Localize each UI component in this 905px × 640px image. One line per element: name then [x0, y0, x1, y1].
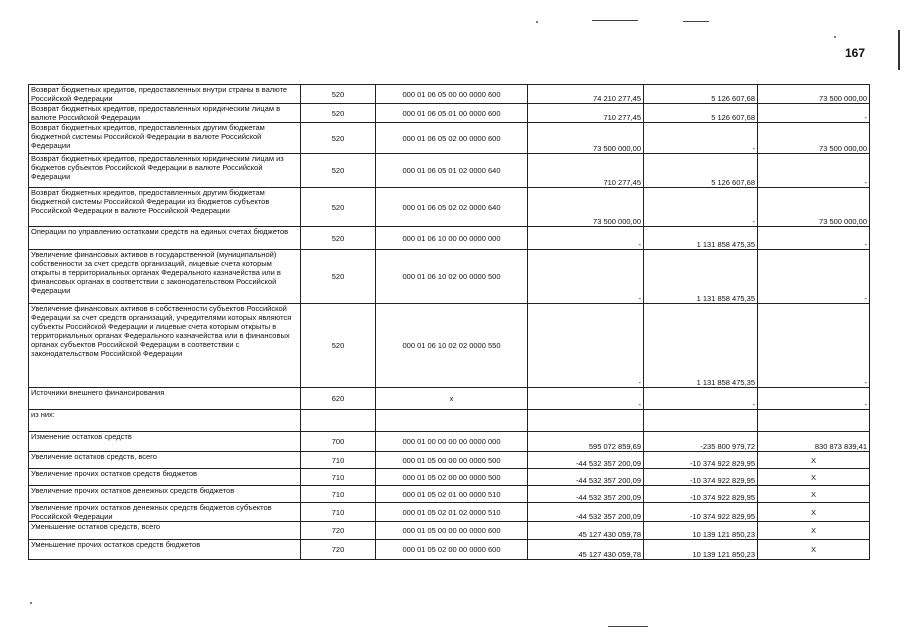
row-budget-code-cell: 000 01 06 05 00 00 0000 600: [376, 85, 528, 104]
row-approved-amount-cell: 595 072 859,69: [528, 432, 644, 452]
row-budget-code-cell: 000 01 06 05 01 02 0000 640: [376, 154, 528, 188]
scan-artifact: [834, 36, 836, 38]
row-name-cell: Уменьшение прочих остатков средств бюджетов: [29, 540, 301, 560]
table-row: [29, 452, 870, 469]
scan-artifact: [683, 21, 709, 22]
row-line-code-cell: 700: [301, 432, 376, 452]
row-line-code-cell: 520: [301, 123, 376, 154]
row-budget-code-cell: 000 01 06 05 01 00 0000 600: [376, 104, 528, 123]
scan-edge-mark: [898, 30, 900, 70]
table-row: [29, 388, 870, 410]
row-unexecuted-amount-cell: [758, 410, 870, 432]
row-budget-code-cell: 000 01 06 10 00 00 0000 000: [376, 227, 528, 250]
row-name-cell: Увеличение финансовых активов в собственности субъектов Российской Федерации за счет средств организаций, учредителями которых являются субъекты Российской Федерации и лицевые счета которым открыты в территориальных органах Федерального казначейства или в финансовых органах субъектов Российской Федерации в соответствии с законодательством Российской Федерации: [29, 304, 301, 388]
row-budget-code-cell: 000 01 06 10 02 00 0000 500: [376, 250, 528, 304]
row-executed-amount-cell: -10 374 922 829,95: [644, 486, 758, 503]
table-row: [29, 154, 870, 188]
row-line-code-cell: 710: [301, 452, 376, 469]
row-executed-amount-cell: [644, 410, 758, 432]
row-line-code-cell: [301, 410, 376, 432]
scan-artifact: [608, 626, 648, 627]
row-budget-code-cell: x: [376, 388, 528, 410]
row-name-cell: Возврат бюджетных кредитов, предоставленных юридическим лицам в валюте Российской Федерации: [29, 104, 301, 123]
row-approved-amount-cell: -: [528, 388, 644, 410]
row-line-code-cell: 520: [301, 154, 376, 188]
row-name-cell: Увеличение прочих остатков денежных средств бюджетов субъектов Российской Федерации: [29, 503, 301, 522]
table-row: [29, 85, 870, 104]
row-unexecuted-amount-cell: -: [758, 304, 870, 388]
table-row: [29, 104, 870, 123]
row-unexecuted-amount-cell: 73 500 000,00: [758, 188, 870, 227]
row-executed-amount-cell: -235 800 979,72: [644, 432, 758, 452]
page-number: 167: [844, 46, 865, 60]
row-approved-amount-cell: 45 127 430 059,78: [528, 540, 644, 560]
row-approved-amount-cell: 73 500 000,00: [528, 188, 644, 227]
table-row: [29, 188, 870, 227]
row-unexecuted-amount-cell: -: [758, 388, 870, 410]
row-budget-code-cell: 000 01 05 02 01 02 0000 510: [376, 503, 528, 522]
row-name-cell: Возврат бюджетных кредитов, предоставленных юридическим лицам из бюджетов субъектов Российской Федерации в валюте Российской Федерации: [29, 154, 301, 188]
table-row: [29, 250, 870, 304]
row-line-code-cell: 710: [301, 469, 376, 486]
row-unexecuted-amount-cell: X: [758, 503, 870, 522]
row-unexecuted-amount-cell: X: [758, 540, 870, 560]
row-line-code-cell: 520: [301, 250, 376, 304]
row-executed-amount-cell: 1 131 858 475,35: [644, 250, 758, 304]
row-approved-amount-cell: -44 532 357 200,09: [528, 469, 644, 486]
table-row: [29, 227, 870, 250]
table-row: [29, 503, 870, 522]
row-executed-amount-cell: -10 374 922 829,95: [644, 452, 758, 469]
row-line-code-cell: 710: [301, 503, 376, 522]
row-unexecuted-amount-cell: -: [758, 227, 870, 250]
row-approved-amount-cell: -: [528, 304, 644, 388]
row-executed-amount-cell: -: [644, 123, 758, 154]
row-budget-code-cell: 000 01 05 00 00 00 0000 600: [376, 522, 528, 540]
row-budget-code-cell: 000 01 06 05 02 02 0000 640: [376, 188, 528, 227]
row-executed-amount-cell: 1 131 858 475,35: [644, 304, 758, 388]
row-unexecuted-amount-cell: X: [758, 469, 870, 486]
row-name-cell: Операции по управлению остатками средств на единых счетах бюджетов: [29, 227, 301, 250]
row-line-code-cell: 520: [301, 188, 376, 227]
row-name-cell: Уменьшение остатков средств, всего: [29, 522, 301, 540]
row-budget-code-cell: 000 01 05 00 00 00 0000 500: [376, 452, 528, 469]
row-executed-amount-cell: 5 126 607,68: [644, 85, 758, 104]
row-line-code-cell: 710: [301, 486, 376, 503]
row-approved-amount-cell: 45 127 430 059,78: [528, 522, 644, 540]
row-line-code-cell: 520: [301, 227, 376, 250]
row-unexecuted-amount-cell: -: [758, 154, 870, 188]
row-name-cell: Возврат бюджетных кредитов, предоставленных другим бюджетам бюджетной системы Российской Федерации из бюджетов субъектов Российской Федерации в валюте Российской Федерации: [29, 188, 301, 227]
row-line-code-cell: 520: [301, 104, 376, 123]
row-name-cell: Увеличение финансовых активов в государственной (муниципальной) собственности за счет средств организаций, лицевые счета которым открыты в территориальных органах Федерального казначейства или в финансовых органах в соответствии с законодательством Российской Федерации: [29, 250, 301, 304]
row-name-cell: из них:: [29, 410, 301, 432]
row-name-cell: Увеличение прочих остатков денежных средств бюджетов: [29, 486, 301, 503]
row-budget-code-cell: 000 01 05 02 00 00 0000 600: [376, 540, 528, 560]
row-approved-amount-cell: 73 500 000,00: [528, 123, 644, 154]
scan-artifact: [536, 21, 538, 23]
table-row: [29, 410, 870, 432]
row-unexecuted-amount-cell: -: [758, 250, 870, 304]
table-row: [29, 522, 870, 540]
row-executed-amount-cell: 10 139 121 850,23: [644, 540, 758, 560]
row-name-cell: Возврат бюджетных кредитов, предоставленных внутри страны в валюте Российской Федерации: [29, 85, 301, 104]
row-approved-amount-cell: -: [528, 227, 644, 250]
row-executed-amount-cell: -: [644, 388, 758, 410]
row-unexecuted-amount-cell: 73 500 000,00: [758, 85, 870, 104]
row-budget-code-cell: 000 01 00 00 00 00 0000 000: [376, 432, 528, 452]
row-line-code-cell: 520: [301, 85, 376, 104]
row-name-cell: Источники внешнего финансирования: [29, 388, 301, 410]
scan-artifact: [592, 20, 638, 21]
row-unexecuted-amount-cell: X: [758, 452, 870, 469]
budget-sources-table: [28, 84, 870, 560]
row-name-cell: Увеличение прочих остатков средств бюджетов: [29, 469, 301, 486]
row-executed-amount-cell: 1 131 858 475,35: [644, 227, 758, 250]
row-approved-amount-cell: -44 532 357 200,09: [528, 503, 644, 522]
row-executed-amount-cell: 10 139 121 850,23: [644, 522, 758, 540]
scan-artifact: [30, 602, 32, 604]
row-executed-amount-cell: -10 374 922 829,95: [644, 469, 758, 486]
row-budget-code-cell: 000 01 05 02 00 00 0000 500: [376, 469, 528, 486]
row-unexecuted-amount-cell: 73 500 000,00: [758, 123, 870, 154]
row-budget-code-cell: [376, 410, 528, 432]
row-line-code-cell: 620: [301, 388, 376, 410]
row-unexecuted-amount-cell: -: [758, 104, 870, 123]
row-approved-amount-cell: -44 532 357 200,09: [528, 486, 644, 503]
table-row: [29, 123, 870, 154]
row-executed-amount-cell: -: [644, 188, 758, 227]
row-name-cell: Возврат бюджетных кредитов, предоставленных другим бюджетам бюджетной системы Российской Федерации в валюте Российской Федерации: [29, 123, 301, 154]
row-executed-amount-cell: 5 126 607,68: [644, 104, 758, 123]
row-approved-amount-cell: 710 277,45: [528, 154, 644, 188]
row-line-code-cell: 520: [301, 304, 376, 388]
table-row: [29, 540, 870, 560]
row-name-cell: Изменение остатков средств: [29, 432, 301, 452]
row-approved-amount-cell: -: [528, 250, 644, 304]
row-approved-amount-cell: [528, 410, 644, 432]
row-budget-code-cell: 000 01 05 02 01 00 0000 510: [376, 486, 528, 503]
row-approved-amount-cell: 74 210 277,45: [528, 85, 644, 104]
row-budget-code-cell: 000 01 06 10 02 02 0000 550: [376, 304, 528, 388]
table-row: [29, 486, 870, 503]
table-row: [29, 304, 870, 388]
row-line-code-cell: 720: [301, 522, 376, 540]
row-approved-amount-cell: 710 277,45: [528, 104, 644, 123]
row-approved-amount-cell: -44 532 357 200,09: [528, 452, 644, 469]
row-executed-amount-cell: 5 126 607,68: [644, 154, 758, 188]
row-unexecuted-amount-cell: 830 873 839,41: [758, 432, 870, 452]
table-row: [29, 432, 870, 452]
row-unexecuted-amount-cell: X: [758, 522, 870, 540]
row-name-cell: Увеличение остатков средств, всего: [29, 452, 301, 469]
row-line-code-cell: 720: [301, 540, 376, 560]
row-executed-amount-cell: -10 374 922 829,95: [644, 503, 758, 522]
row-budget-code-cell: 000 01 06 05 02 00 0000 600: [376, 123, 528, 154]
table-row: [29, 469, 870, 486]
row-unexecuted-amount-cell: X: [758, 486, 870, 503]
